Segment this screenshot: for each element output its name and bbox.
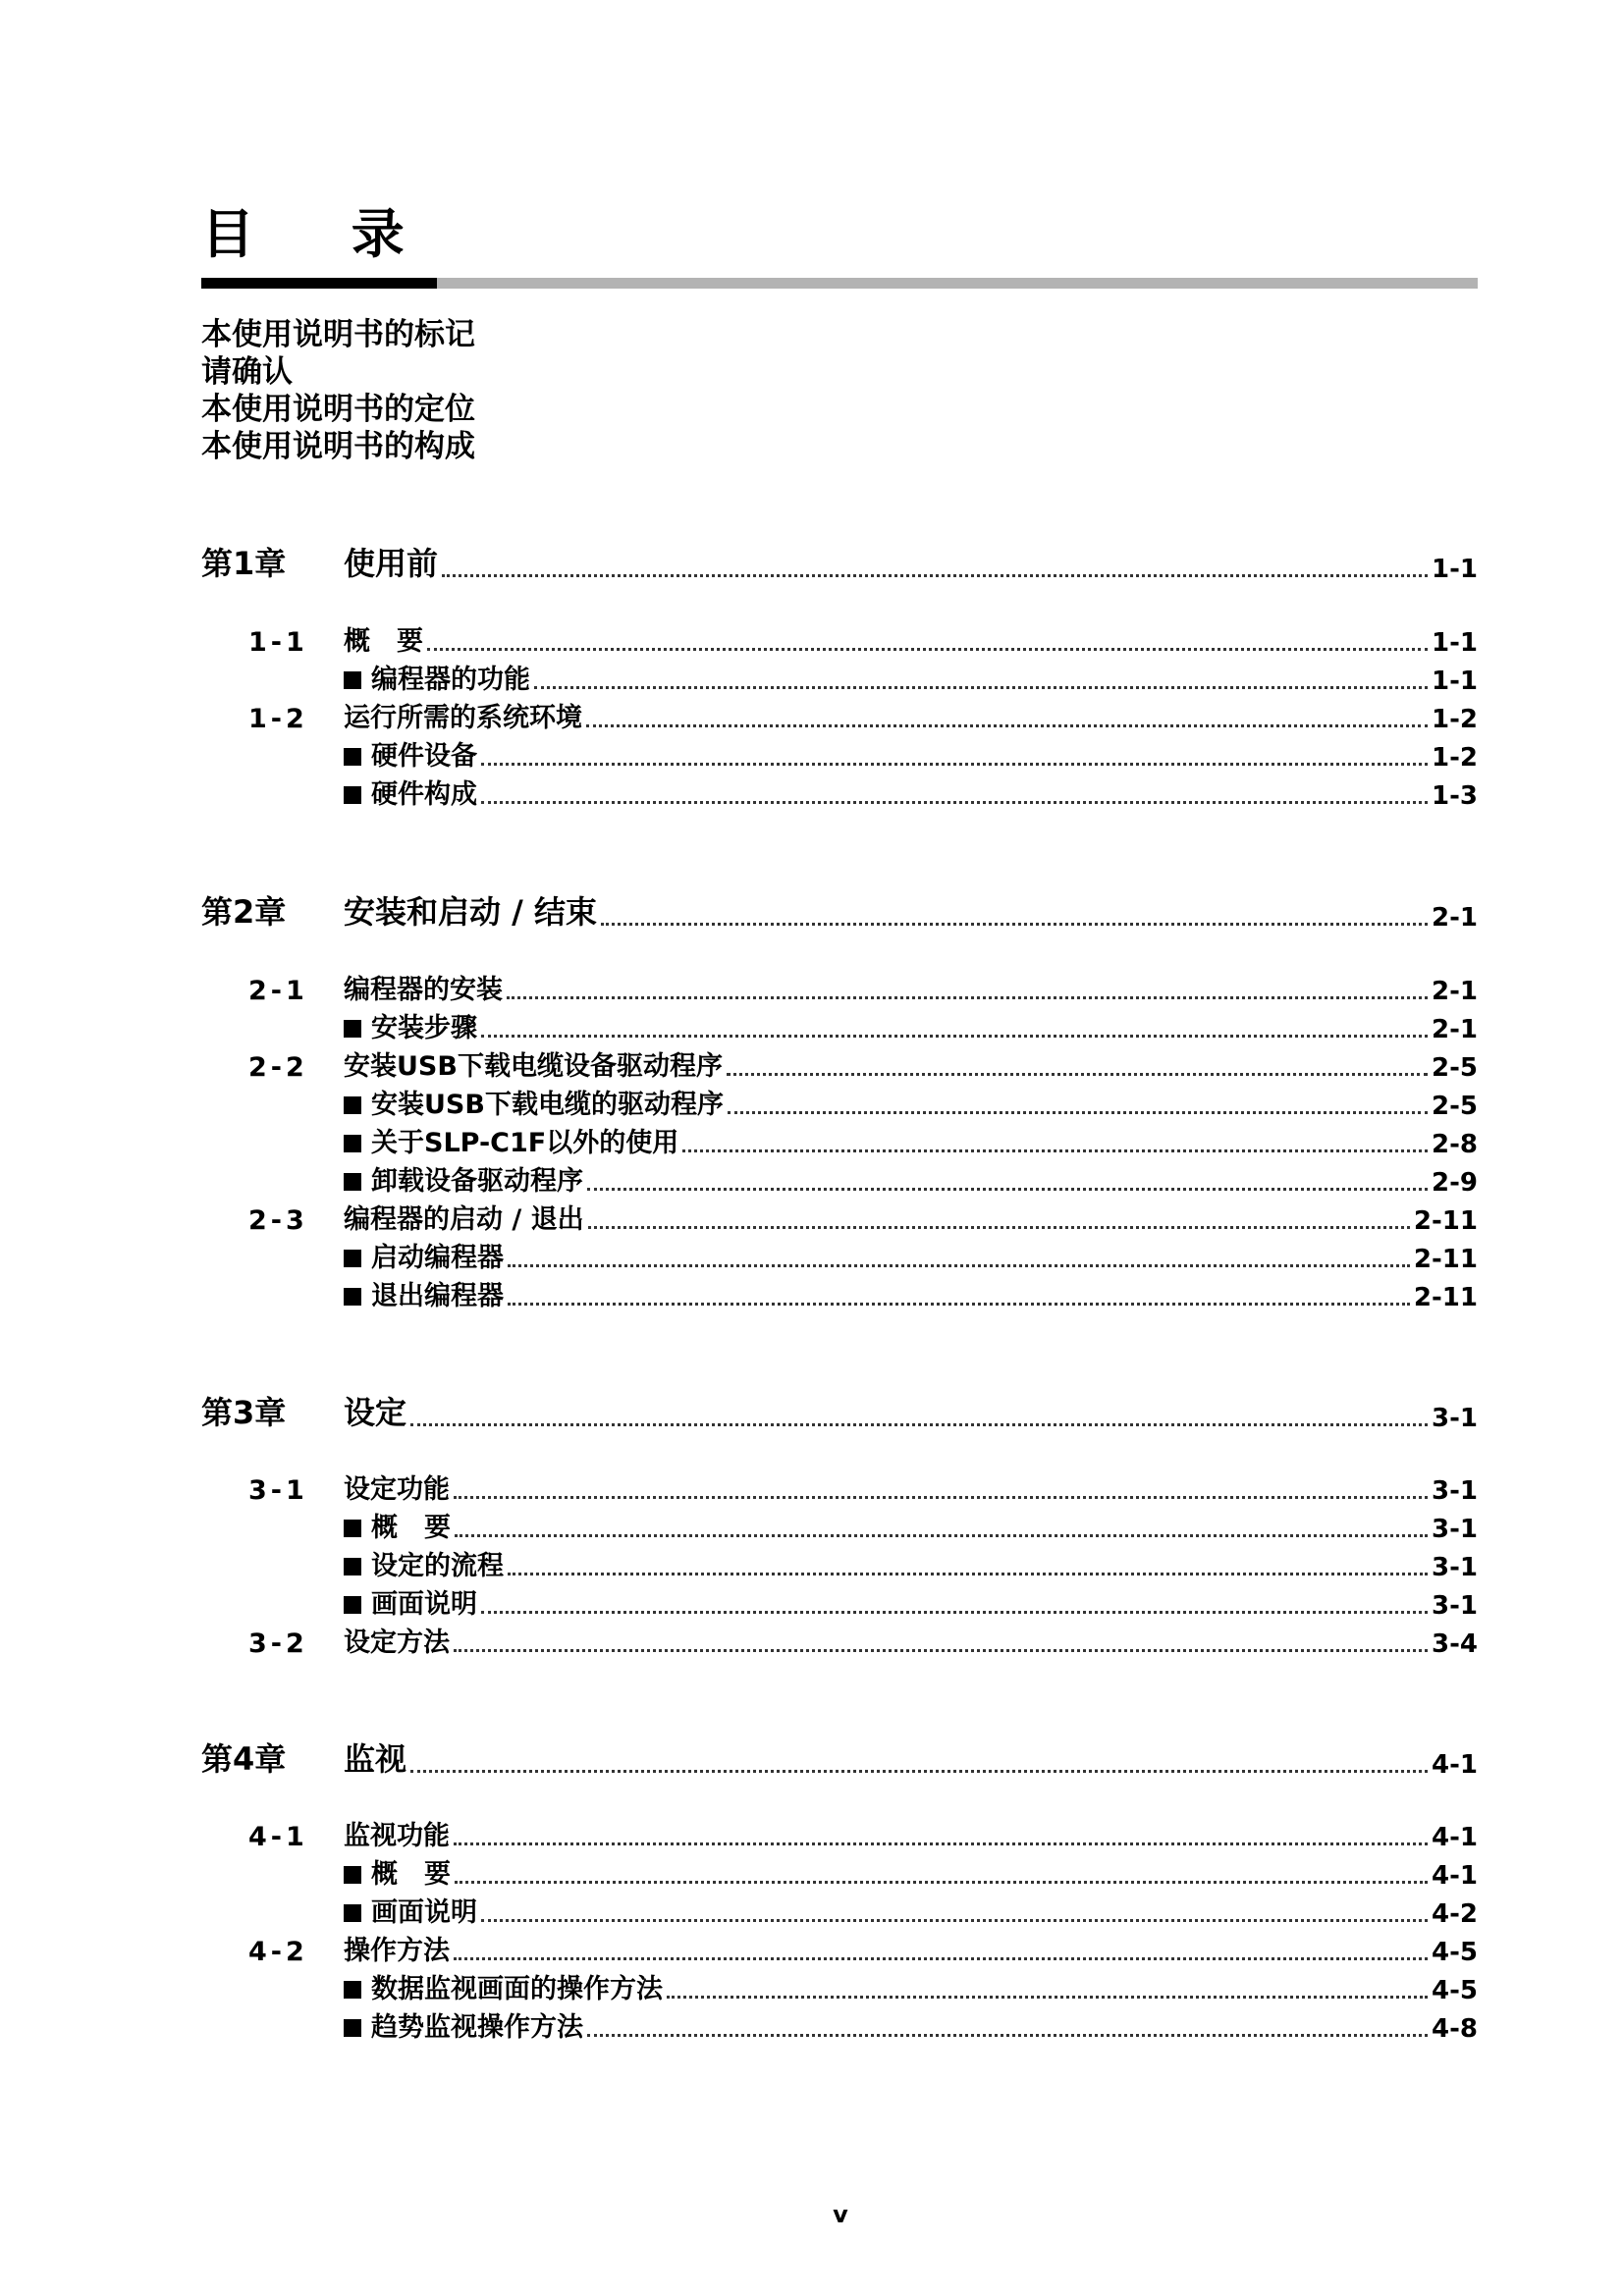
subsection-title: 概 要 (371, 1513, 451, 1543)
page-ref: 4-5 (1432, 1938, 1478, 1967)
page-ref: 1-3 (1432, 781, 1478, 811)
page-ref: 2-1 (1432, 977, 1478, 1006)
toc-subsection[interactable] (201, 739, 1478, 773)
page-ref: 4-2 (1432, 1899, 1478, 1929)
dot-leader (481, 763, 1428, 766)
dot-leader (427, 648, 1428, 651)
toc-chapter-4[interactable] (201, 1740, 1478, 1780)
subsection-title: 趋势监视操作方法 (371, 2012, 583, 2043)
dot-leader (508, 1264, 1410, 1267)
subsection-title: 卸载设备驱动程序 (371, 1166, 583, 1197)
toc-subsection[interactable] (201, 2010, 1478, 2044)
page-ref: 2-9 (1432, 1168, 1478, 1198)
dot-leader (454, 1957, 1428, 1960)
toc-subsection[interactable] (201, 663, 1478, 696)
toc-subsection[interactable] (201, 1972, 1478, 2005)
title-rule (201, 278, 1478, 289)
dot-leader (727, 1073, 1428, 1076)
toc-subsection[interactable] (201, 1857, 1478, 1891)
dot-leader (728, 1111, 1428, 1114)
section-number: 1-2 (248, 704, 308, 734)
page-ref: 2-11 (1413, 1283, 1478, 1312)
square-bullet-icon (344, 1096, 361, 1114)
dot-leader (410, 1770, 1428, 1773)
square-bullet-icon (344, 1520, 361, 1537)
subsection-title: 安装USB下载电缆的驱动程序 (371, 1090, 724, 1120)
page-ref: 2-5 (1432, 1092, 1478, 1121)
toc-subsection[interactable] (201, 1549, 1478, 1582)
page-ref: 4-1 (1432, 1861, 1478, 1891)
dot-leader (507, 996, 1428, 999)
section-number: 3-2 (248, 1629, 308, 1659)
toc-section[interactable] (201, 1049, 1478, 1083)
dot-leader (601, 923, 1428, 926)
subsection-title: 硬件设备 (371, 741, 477, 772)
chapter-title: 监视 (344, 1740, 407, 1778)
dot-leader (508, 1303, 1410, 1306)
subsection-title: 安装步骤 (371, 1013, 477, 1043)
dot-leader (588, 1226, 1410, 1229)
dot-leader (454, 1649, 1428, 1652)
dot-leader (667, 1996, 1428, 1999)
chapter-number: 第4章 (201, 1740, 287, 1778)
square-bullet-icon (344, 671, 361, 689)
page-ref: 1-1 (1432, 628, 1478, 658)
square-bullet-icon (344, 1904, 361, 1922)
toc-chapter-3[interactable] (201, 1394, 1478, 1433)
section-title: 编程器的安装 (344, 975, 503, 1005)
toc-section[interactable] (201, 1819, 1478, 1852)
toc-section[interactable] (201, 624, 1478, 658)
title-rule-dark (201, 278, 437, 289)
section-title: 监视功能 (344, 1821, 450, 1851)
dot-leader (481, 1919, 1428, 1922)
chapter-number: 第2章 (201, 893, 287, 931)
dot-leader (586, 724, 1428, 727)
page-ref: 1-1 (1432, 555, 1478, 584)
section-title: 设定功能 (344, 1474, 450, 1505)
toc-subsection[interactable] (201, 1279, 1478, 1312)
square-bullet-icon (344, 2019, 361, 2037)
square-bullet-icon (344, 786, 361, 804)
page-ref: 3-1 (1432, 1591, 1478, 1621)
section-title: 操作方法 (344, 1936, 450, 1966)
square-bullet-icon (344, 1558, 361, 1575)
page-ref: 4-1 (1432, 1823, 1478, 1852)
dot-leader (481, 801, 1428, 804)
square-bullet-icon (344, 1135, 361, 1152)
subsection-title: 关于SLP-C1F以外的使用 (371, 1128, 679, 1158)
square-bullet-icon (344, 748, 361, 766)
toc-section[interactable] (201, 1472, 1478, 1506)
square-bullet-icon (344, 1020, 361, 1038)
subsection-title: 概 要 (371, 1859, 451, 1890)
dot-leader (410, 1423, 1428, 1426)
front-matter-list (201, 316, 475, 465)
section-number: 3-1 (248, 1475, 308, 1506)
subsection-title: 退出编程器 (371, 1281, 504, 1311)
dot-leader (534, 686, 1428, 689)
front-matter-item[interactable]: 请确认 (201, 354, 293, 390)
page-ref: 4-8 (1432, 2014, 1478, 2044)
toc-subsection[interactable] (201, 1164, 1478, 1198)
subsection-title: 启动编程器 (371, 1243, 504, 1273)
section-title: 安装USB下载电缆设备驱动程序 (344, 1051, 723, 1082)
dot-leader (481, 1035, 1428, 1038)
section-number: 4-2 (248, 1937, 308, 1967)
page-ref: 2-1 (1432, 1015, 1478, 1044)
toc-section[interactable] (201, 973, 1478, 1006)
section-number: 2-3 (248, 1205, 308, 1236)
section-title: 设定方法 (344, 1628, 450, 1658)
dot-leader (454, 1496, 1428, 1499)
toc-subsection[interactable] (201, 1011, 1478, 1044)
section-number: 2-1 (248, 976, 308, 1006)
page-ref: 2-11 (1413, 1206, 1478, 1236)
chapter-number: 第1章 (201, 545, 287, 582)
section-title: 编程器的启动 / 退出 (344, 1204, 584, 1235)
page-ref: 2-11 (1413, 1245, 1478, 1274)
chapter-title: 使用前 (344, 545, 439, 582)
section-number: 2-2 (248, 1052, 308, 1083)
subsection-title: 画面说明 (371, 1589, 477, 1620)
toc-subsection[interactable] (201, 1511, 1478, 1544)
page-ref: 3-1 (1432, 1515, 1478, 1544)
square-bullet-icon (344, 1250, 361, 1267)
title-rule-light (437, 278, 1478, 289)
dot-leader (481, 1611, 1428, 1614)
toc-chapter-1[interactable] (201, 545, 1478, 584)
toc-subsection[interactable] (201, 1126, 1478, 1159)
square-bullet-icon (344, 1288, 361, 1306)
toc-section[interactable] (201, 1626, 1478, 1659)
dot-leader (587, 2034, 1428, 2037)
subsection-title: 硬件构成 (371, 779, 477, 810)
page-ref: 3-1 (1432, 1553, 1478, 1582)
toc-subsection[interactable] (201, 1241, 1478, 1274)
square-bullet-icon (344, 1596, 361, 1614)
page-ref: 2-8 (1432, 1130, 1478, 1159)
page-ref: 4-5 (1432, 1976, 1478, 2005)
toc-section[interactable] (201, 1202, 1478, 1236)
dot-leader (587, 1188, 1428, 1191)
toc-subsection[interactable] (201, 1088, 1478, 1121)
square-bullet-icon (344, 1173, 361, 1191)
dot-leader (682, 1149, 1428, 1152)
page-ref: 1-1 (1432, 667, 1478, 696)
dot-leader (455, 1881, 1428, 1884)
dot-leader (454, 1842, 1428, 1845)
toc-subsection[interactable] (201, 1896, 1478, 1929)
square-bullet-icon (344, 1866, 361, 1884)
toc-subsection[interactable] (201, 777, 1478, 811)
page-ref: 3-1 (1432, 1404, 1478, 1433)
page-ref: 1-2 (1432, 705, 1478, 734)
page-ref: 3-1 (1432, 1476, 1478, 1506)
square-bullet-icon (344, 1981, 361, 1999)
front-matter-item[interactable]: 本使用说明书的标记 (201, 317, 475, 352)
front-matter-item[interactable]: 本使用说明书的定位 (201, 392, 475, 427)
front-matter-item[interactable]: 本使用说明书的构成 (201, 429, 475, 464)
page-title: 目 录 (201, 203, 444, 265)
toc-section[interactable] (201, 1934, 1478, 1967)
dot-leader (442, 574, 1428, 577)
section-title: 运行所需的系统环境 (344, 703, 582, 733)
toc-chapter-2[interactable] (201, 893, 1478, 933)
chapter-number: 第3章 (201, 1394, 287, 1431)
page-ref: 1-2 (1432, 743, 1478, 773)
section-number: 4-1 (248, 1822, 308, 1852)
page-ref: 4-1 (1432, 1750, 1478, 1780)
subsection-title: 编程器的功能 (371, 665, 530, 695)
chapter-title: 安装和启动 / 结束 (344, 893, 597, 931)
dot-leader (455, 1534, 1428, 1537)
subsection-title: 画面说明 (371, 1897, 477, 1928)
page-number: v (833, 2201, 848, 2228)
toc-subsection[interactable] (201, 1587, 1478, 1621)
section-number: 1-1 (248, 627, 308, 658)
page-ref: 3-4 (1432, 1629, 1478, 1659)
page-ref: 2-5 (1432, 1053, 1478, 1083)
subsection-title: 设定的流程 (371, 1551, 504, 1581)
section-title: 概 要 (344, 626, 423, 657)
chapter-title: 设定 (344, 1394, 407, 1431)
toc-section[interactable] (201, 701, 1478, 734)
subsection-title: 数据监视画面的操作方法 (371, 1974, 663, 2004)
dot-leader (508, 1573, 1428, 1575)
page-ref: 2-1 (1432, 903, 1478, 933)
